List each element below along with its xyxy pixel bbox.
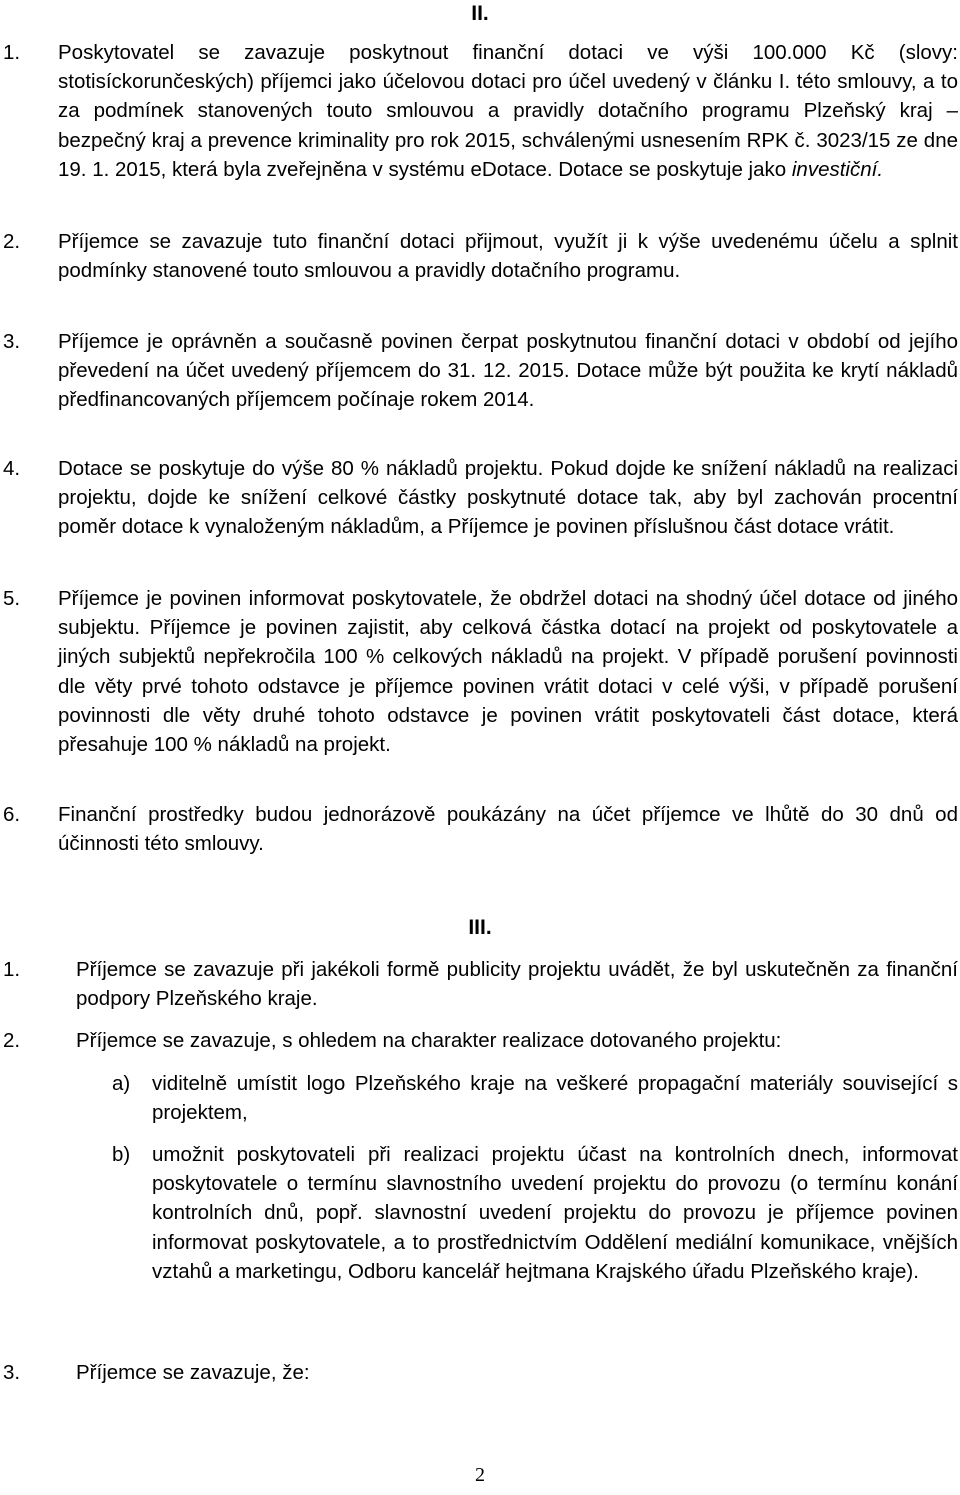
item-text: Příjemce se zavazuje tuto finanční dotaci přijmout, využít ji k výše uvedenému účelu a splnit podmínky stanovené touto smlouvou a pravidly dotačního programu. xyxy=(58,230,958,283)
item-number: 1. xyxy=(3,41,21,64)
section-iii-item-1 xyxy=(0,955,958,1013)
section-iii-subitem-b xyxy=(0,1140,958,1286)
page-number: 2 xyxy=(475,1464,485,1486)
section-ii-item-4 xyxy=(0,454,958,542)
item-number: 2. xyxy=(3,1029,21,1052)
item-text: Příjemce se zavazuje, s ohledem na charakter realizace dotovaného projektu: xyxy=(76,1029,782,1052)
section-ii-item-3 xyxy=(0,327,958,415)
item-number: 4. xyxy=(3,457,21,480)
item-number: 6. xyxy=(3,803,21,826)
item-text: Dotace se poskytuje do výše 80 % nákladů projektu. Pokud dojde ke snížení nákladů na realizaci projektu, dojde ke snížení celkové částky poskytnuté dotace tak, aby byl zachován procentní poměr dotace k vynaloženým nákladům, a Příjemce je povinen příslušnou část dotace vrátit. xyxy=(58,457,958,539)
section-ii-item-2 xyxy=(0,227,958,285)
item-text: Finanční prostředky budou jednorázově poukázány na účet příjemce ve lhůtě do 30 dnů od účinnosti této smlouvy. xyxy=(58,803,958,856)
subitem-letter: b) xyxy=(112,1143,131,1166)
item-number: 5. xyxy=(3,587,21,610)
item-text: Poskytovatel se zavazuje poskytnout finanční dotaci ve výši 100.000 Kč (slovy: stotisíckorunčeských) příjemci jako účelovou dotaci pro účel uvedený v článku I. této smlouvy, a to za podmínek stanovených touto smlouvou a pravidly dotačního programu Plzeňský kraj – bezpečný kraj a prevence kriminality pro rok 2015, schválenými usnesením RPK č. 3023/15 ze dne 19. 1. 2015, která byla zveřejněna v systému eDotace. Dotace se poskytuje jako investiční. xyxy=(58,41,958,181)
subitem-letter: a) xyxy=(112,1072,131,1095)
section-ii-item-6 xyxy=(0,800,958,858)
item-number: 2. xyxy=(3,230,21,253)
section-heading-ii: II. xyxy=(471,2,489,25)
subitem-text: viditelně umístit logo Plzeňského kraje na veškeré propagační materiály související s projektem, xyxy=(152,1072,958,1125)
item-number: 3. xyxy=(3,330,21,353)
section-iii-item-2 xyxy=(0,1026,958,1055)
italic-term: investiční. xyxy=(791,157,884,181)
item-text: Příjemce je oprávněn a současně povinen čerpat poskytnutou finanční dotaci v období od jejího převedení na účet uvedený příjemcem do 31. 12. 2015. Dotace může být použita ke krytí nákladů předfinancovaných příjemcem počínaje rokem 2014. xyxy=(58,330,958,412)
item-text: Příjemce se zavazuje při jakékoli formě publicity projektu uvádět, že byl uskutečněn za finanční podpory Plzeňského kraje. xyxy=(76,958,958,1011)
item-number: 3. xyxy=(3,1361,21,1384)
section-heading-iii: III. xyxy=(468,916,492,939)
section-ii-item-1 xyxy=(0,38,958,184)
item-number: 1. xyxy=(3,958,21,981)
section-iii-subitem-a xyxy=(0,1069,958,1127)
section-ii-item-5 xyxy=(0,584,958,759)
item-text: Příjemce se zavazuje, že: xyxy=(76,1361,310,1384)
subitem-text: umožnit poskytovateli při realizaci projektu účast na kontrolních dnech, informovat poskytovatele o termínu slavnostního uvedení projektu do provozu (o termínu konání kontrolních dnů, popř. slavnostní uvedení projektu do provozu je příjemce povinen informovat poskytovatele, a to prostřednictvím Oddělení mediální komunikace, vnějších vztahů a marketingu, Odboru kancelář hejtmana Krajského úřadu Plzeňského kraje). xyxy=(152,1143,958,1283)
item-text: Příjemce je povinen informovat poskytovatele, že obdržel dotaci na shodný účel dotace od jiného subjektu. Příjemce je povinen zajistit, aby celková částka dotací na projekt od poskytovatele a jiných subjektů nepřekročila 100 % celkových nákladů na projekt. V případě porušení povinnosti dle věty prvé tohoto odstavce je příjemce povinen vrátit dotaci v celé výši, v případě porušení povinnosti dle věty druhé tohoto odstavce je povinen vrátit poskytovateli část dotace, která přesahuje 100 % nákladů na projekt. xyxy=(58,587,958,757)
section-iii-item-3 xyxy=(0,1358,958,1387)
